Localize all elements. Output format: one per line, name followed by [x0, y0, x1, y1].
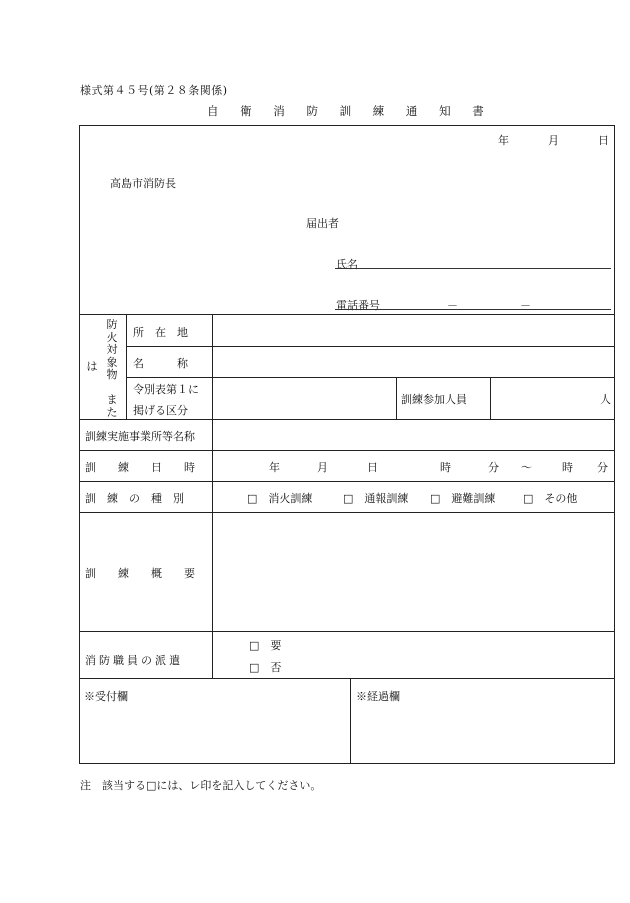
datetime-month: 月 — [317, 461, 328, 474]
applicant-label: 届出者 — [306, 217, 339, 230]
progress-label: ※経過欄 — [356, 690, 400, 703]
addressee: 高島市消防長 — [110, 177, 176, 190]
summary-label: 訓 練 概 要 — [85, 567, 195, 580]
datetime-label: 訓 練 日 時 — [85, 461, 195, 474]
type-fire-extinguish-checkbox[interactable]: □ 消火訓練 — [247, 492, 313, 505]
document-title: 自 衛 消 防 訓 練 通 知 書 — [207, 104, 493, 118]
building-label-col3: は — [86, 360, 98, 373]
category-label-line2: 掲げる区分 — [133, 404, 188, 417]
type-other-checkbox[interactable]: □ その他 — [523, 492, 578, 505]
training-type-label: 訓 練 の 種 別 — [85, 492, 184, 505]
participants-unit: 人 — [600, 393, 611, 406]
form-number: 様式第４５号(第２８条関係) — [80, 84, 228, 97]
location-label: 所 在 地 — [133, 326, 188, 339]
date-day-label: 日 — [598, 134, 609, 147]
datetime-hour-end: 時 — [562, 461, 573, 474]
property-name-label: 名 称 — [133, 357, 188, 370]
datetime-day: 日 — [367, 461, 378, 474]
date-year-label: 年 — [498, 134, 509, 147]
facility-name-label: 訓練実施事業所等名称 — [85, 430, 195, 443]
datetime-hour: 時 — [440, 461, 451, 474]
category-label-line1: 令別表第１に — [133, 383, 199, 396]
datetime-minute: 分 — [488, 461, 499, 474]
datetime-minute-end: 分 — [597, 461, 608, 474]
name-label: 氏名 — [336, 258, 358, 271]
datetime-year: 年 — [269, 461, 280, 474]
name-underline — [335, 268, 611, 269]
phone-separator-2: － — [520, 299, 531, 312]
reception-label: ※受付欄 — [84, 690, 128, 703]
datetime-tilde: ～ — [521, 461, 532, 474]
footnote: 注 該当する□には、レ印を記入してください。 — [80, 779, 322, 792]
building-label-col2: また — [106, 393, 118, 419]
dispatch-label: 消防職員の派遣 — [85, 654, 183, 667]
dispatch-yes-checkbox[interactable]: □ 要 — [249, 639, 282, 652]
dispatch-no-checkbox[interactable]: □ 否 — [249, 661, 282, 674]
form-frame — [79, 125, 615, 764]
building-label-col1: 防火対象物 — [106, 318, 118, 381]
type-report-checkbox[interactable]: □ 通報訓練 — [343, 492, 409, 505]
participants-label: 訓練参加人員 — [401, 393, 467, 406]
date-month-label: 月 — [548, 134, 559, 147]
phone-separator-1: － — [447, 299, 458, 312]
phone-underline — [335, 309, 611, 310]
phone-label: 電話番号 — [336, 299, 380, 312]
type-evacuation-checkbox[interactable]: □ 避難訓練 — [430, 492, 496, 505]
